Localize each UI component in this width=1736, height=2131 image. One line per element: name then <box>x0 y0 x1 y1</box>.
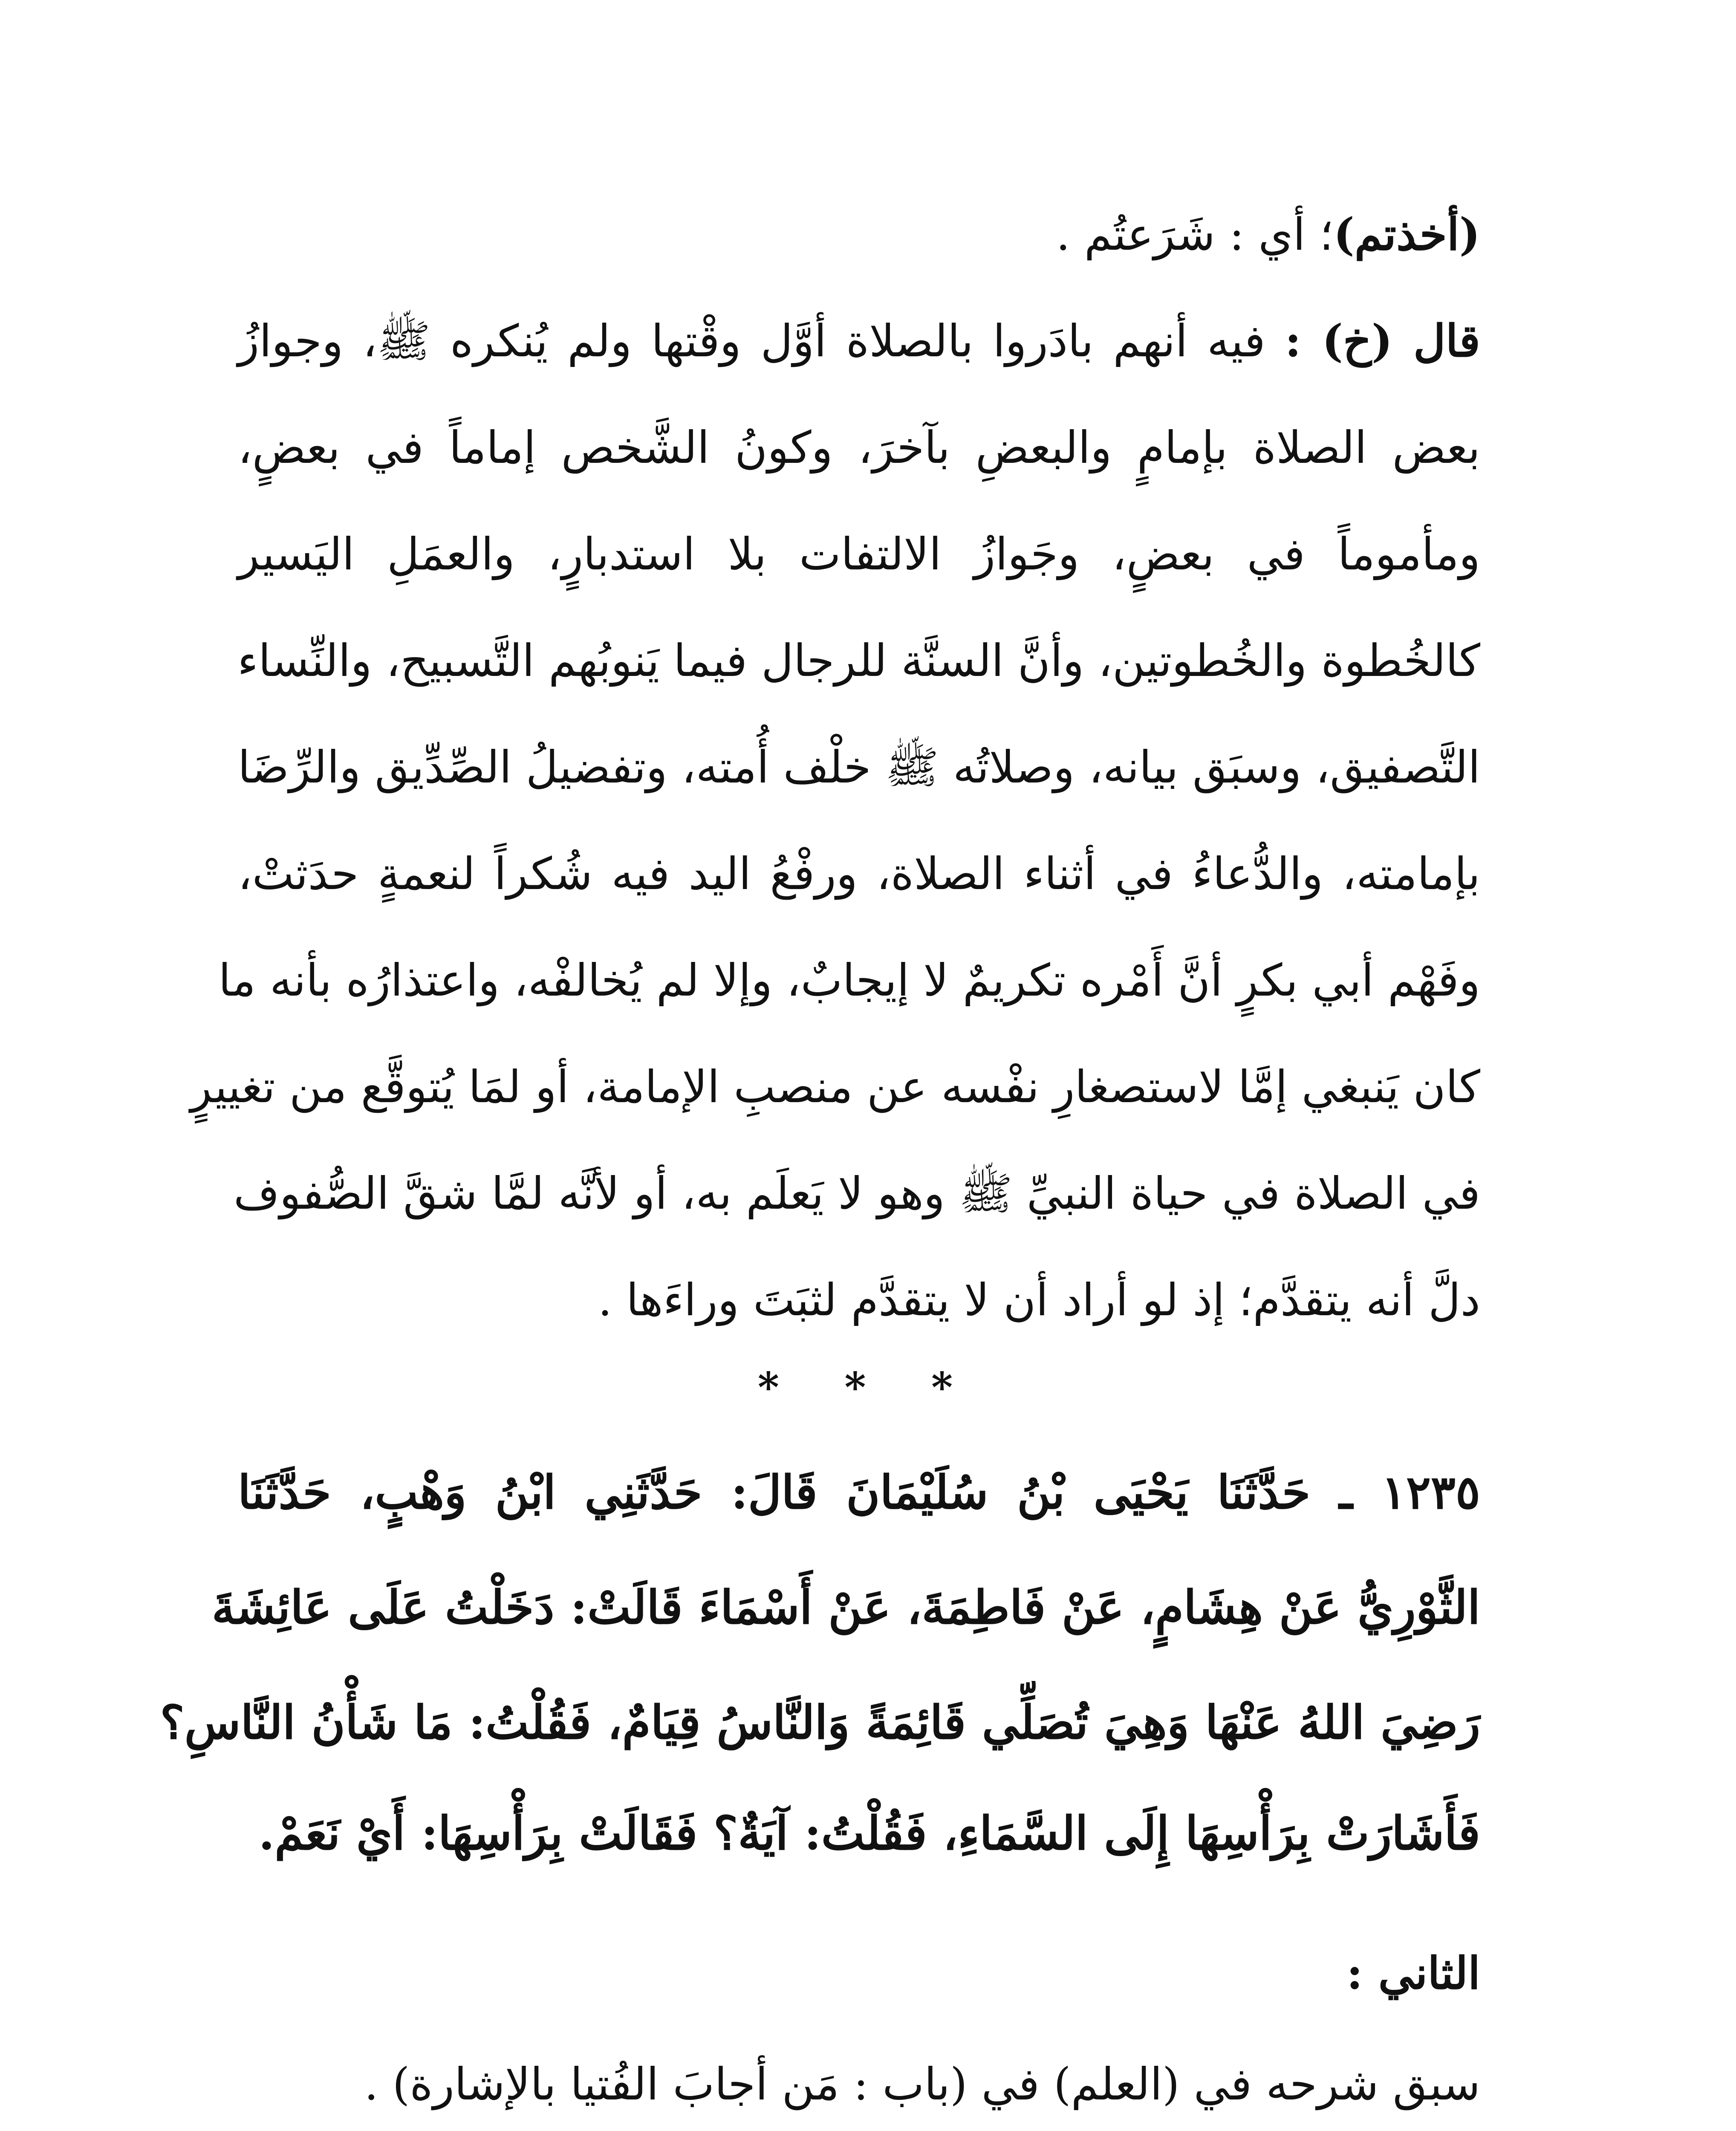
commentary-line-10: في الصلاة في حياة النبيِّ ﷺ وهو لا يَعلَم به، أو لأنَّه لمَّا شقَّ الصُّفوف <box>234 1167 1480 1219</box>
hadith-line-3: رَضِيَ اللهُ عَنْهَا وَهِيَ تُصَلِّي قَائِمَةً وَالنَّاسُ قِيَامٌ، فَقُلْتُ: مَا شَأْنُ النَّاسِ؟ <box>160 1696 1480 1750</box>
section-separator: * * * <box>757 1363 979 1412</box>
commentary-line-3: بعض الصلاة بإمامٍ والبعضِ بآخرَ، وكونُ الشَّخص إماماً في بعضٍ، <box>238 422 1480 474</box>
commentary-line-8: وفَهْم أبي بكرٍ أنَّ أَمْره تكريمٌ لا إيجابٌ، وإلا لم يُخالفْه، واعتذارُه بأنه ما <box>218 954 1480 1006</box>
second-heading: الثاني : <box>1346 1947 1480 1999</box>
quoted-term: (أخذتم) <box>1333 208 1480 260</box>
hadith-line-2: الثَّوْرِيُّ عَنْ هِشَامٍ، عَنْ فَاطِمَةَ، عَنْ أَسْمَاءَ قَالَتْ: دَخَلْتُ عَلَى عَائِشَةَ <box>211 1581 1480 1634</box>
commentary-line-7: بإمامته، والدُّعاءُ في أثناء الصلاة، ورفْعُ اليد فيه شُكراً لنعمةٍ حدَثتْ، <box>238 848 1480 900</box>
commentary-line-1 <box>238 208 1480 260</box>
commentary-line-9: كان يَنبغي إمَّا لاستصغارِ نفْسه عن منصبِ الإمامة، أو لمَا يُتوقَّع من تغييرٍ <box>190 1061 1480 1113</box>
hadith-line-4: فَأَشَارَتْ بِرَأْسِهَا إِلَى السَّمَاءِ، فَقُلْتُ: آيَةٌ؟ فَقَالَتْ بِرَأْسِهَا: أَيْ نَعَمْ. <box>258 1807 1480 1860</box>
commentary-text: ؛ أي : شَرَعتُم . <box>1056 208 1334 260</box>
hadith-line-1: ١٢٣٥ ـ حَدَّثَنَا يَحْيَى بْنُ سُلَيْمَانَ قَالَ: حَدَّثَنِي ابْنُ وَهْبٍ، حَدَّثَنَا <box>238 1466 1480 1519</box>
second-text: سبق شرحه في (العلم) في (باب : مَن أجابَ الفُتيا بالإشارة) . <box>364 2058 1480 2110</box>
commentary-line-6: التَّصفيق، وسبَق بيانه، وصلاتُه ﷺ خلْف أُمته، وتفضيلُ الصِّدِّيق والرِّضَا <box>238 741 1480 793</box>
commentary-line-11: دلَّ أنه يتقدَّم؛ إذ لو أراد أن لا يتقدَّم لثبَتَ وراءَها . <box>598 1274 1480 1326</box>
commentary-line-4: ومأموماً في بعضٍ، وجَوازُ الالتفات بلا استدبارٍ، والعمَلِ اليَسير <box>238 528 1480 580</box>
commentary-line-5: كالخُطوة والخُطوتين، وأنَّ السنَّة للرجال فيما يَنوبُهم التَّسبيح، والنِّساء <box>237 635 1480 687</box>
commentary-line-2 <box>238 315 1480 367</box>
commentary-text: فيه أنهم بادَروا بالصلاة أوَّل وقْتها ولم يُنكره ﷺ، وجوازُ <box>238 315 1285 367</box>
speaker-label: قال (خ) : <box>1285 315 1480 367</box>
